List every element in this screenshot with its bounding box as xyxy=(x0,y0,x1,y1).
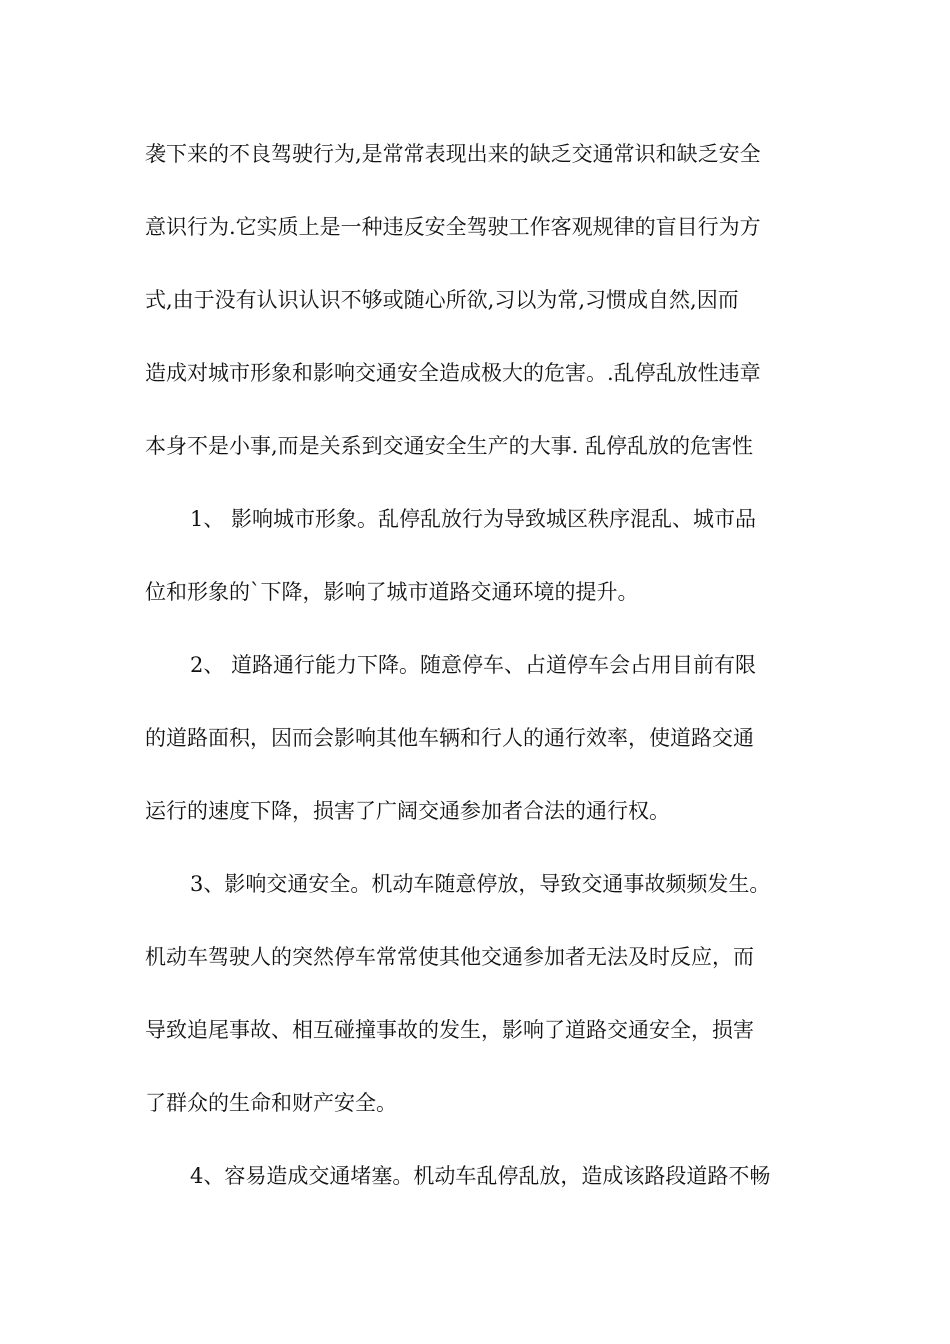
text-line: 造成对城市形象和影响交通安全造成极大的危害。.乱停乱放性违章 xyxy=(145,361,761,385)
text-line: 3、影响交通安全。机动车随意停放，导致交通事故频频发生。 xyxy=(190,872,771,896)
text-line: 的道路面积，因而会影响其他车辆和行人的通行效率，使道路交通 xyxy=(145,726,754,750)
text-line: 机动车驾驶人的突然停车常常使其他交通参加者无法及时反应，而 xyxy=(145,945,754,969)
text-line: 了群众的生命和财产安全。 xyxy=(145,1091,397,1115)
text-line: 意识行为.它实质上是一种违反安全驾驶工作客观规律的盲目行为方 xyxy=(145,215,761,239)
text-line: 运行的速度下降，损害了广阔交通参加者合法的通行权。 xyxy=(145,799,670,823)
text-line: 本身不是小事,而是关系到交通安全生产的大事. 乱停乱放的危害性 xyxy=(145,434,754,458)
text-line: 袭下来的不良驾驶行为,是常常表现出来的缺乏交通常识和缺乏安全 xyxy=(145,142,761,166)
text-line: 1、 影响城市形象。乱停乱放行为导致城区秩序混乱、城市品 xyxy=(190,507,757,531)
text-line: 4、容易造成交通堵塞。机动车乱停乱放，造成该路段道路不畅 xyxy=(190,1164,771,1188)
text-line: 式,由于没有认识认识不够或随心所欲,习以为常,习惯成自然,因而 xyxy=(145,288,739,312)
text-line: 导致追尾事故、相互碰撞事故的发生，影响了道路交通安全，损害 xyxy=(145,1018,754,1042)
text-line: 2、 道路通行能力下降。随意停车、占道停车会占用目前有限 xyxy=(190,653,757,677)
text-line: 位和形象的`下降，影响了城市道路交通环境的提升。 xyxy=(145,580,639,604)
